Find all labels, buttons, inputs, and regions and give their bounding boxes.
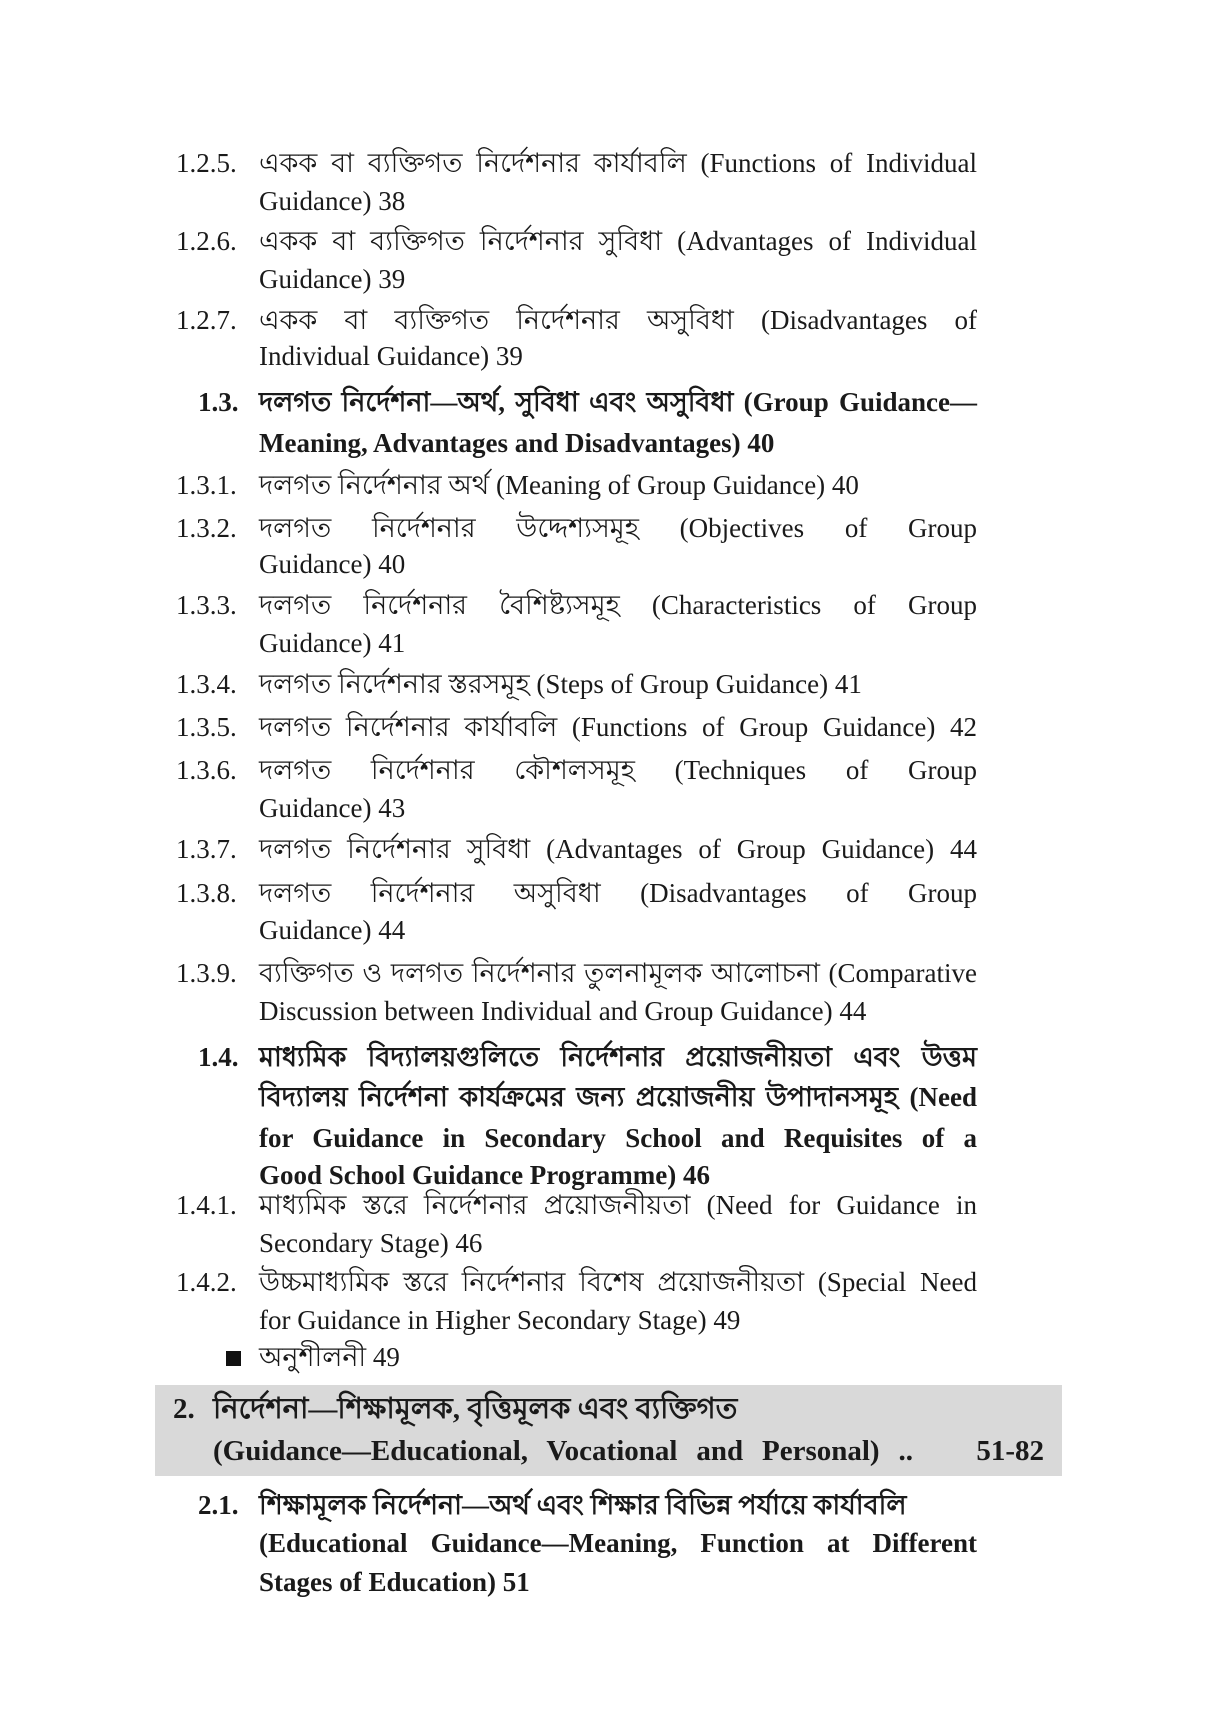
section-title-cont: Stages of Education) 51 <box>259 1567 530 1597</box>
section-number: 1.3. <box>198 387 239 417</box>
toc-entry-1-3-3[interactable] <box>0 585 1214 625</box>
toc-entry-1-3-5[interactable] <box>0 707 1214 747</box>
entry-title: একক বা ব্যক্তিগত নির্দেশনার সুবিধা (Advantages of Individual <box>259 226 977 256</box>
entry-title: দলগত নির্দেশনার কার্যাবলি (Functions of Group Guidance) 42 <box>259 712 977 742</box>
entry-number: 1.4.2. <box>176 1267 237 1297</box>
toc-entry-1-3-8[interactable] <box>0 873 1214 913</box>
entry-title-cont: Individual Guidance) 39 <box>259 341 523 371</box>
entry-number: 1.3.5. <box>176 712 237 742</box>
section-title-cont: বিদ্যালয় নির্দেশনা কার্যক্রমের জন্য প্রয়োজনীয় উপাদানসমূহ (Need <box>259 1082 977 1112</box>
entry-title: দলগত নির্দেশনার উদ্দেশ্যসমূহ (Objectives of Group <box>259 513 977 543</box>
entry-title: দলগত নির্দেশনার অসুবিধা (Disadvantages of Group <box>259 878 977 908</box>
entry-title-cont: Guidance) 38 <box>259 186 406 216</box>
section-title-cont: for Guidance in Secondary School and Requisites of a <box>259 1123 977 1153</box>
entry-title: ব্যক্তিগত ও দলগত নির্দেশনার তুলনামূলক আলোচনা (Comparative <box>259 958 977 988</box>
toc-entry-1-3-8-cont <box>0 910 1214 950</box>
chapter-title-bn: নির্দেশনা—শিক্ষামূলক, বৃত্তিমূলক এবং ব্যক্তিগত <box>213 1393 738 1425</box>
section-title-cont: (Educational Guidance—Meaning, Function at Different <box>259 1528 977 1558</box>
toc-entry-1-3-6-cont <box>0 788 1214 828</box>
entry-title: একক বা ব্যক্তিগত নির্দেশনার কার্যাবলি (Functions of Individual <box>259 148 977 178</box>
chapter-2-heading[interactable] <box>155 1385 1062 1476</box>
toc-entry-1-3-4[interactable] <box>0 664 1214 704</box>
chapter-number: 2. <box>173 1393 195 1425</box>
toc-section-1-4[interactable] <box>0 1037 1214 1077</box>
entry-title-cont: Guidance) 41 <box>259 628 406 658</box>
toc-entry-1-3-3-cont <box>0 623 1214 663</box>
toc-section-2-1-cont-1 <box>0 1523 1214 1563</box>
toc-entry-1-4-1[interactable] <box>0 1185 1214 1225</box>
toc-exercise[interactable] <box>0 1337 1214 1377</box>
entry-number: 1.3.9. <box>176 958 237 988</box>
entry-title-cont: for Guidance in Higher Secondary Stage) 49 <box>259 1305 741 1335</box>
entry-number: 1.3.1. <box>176 470 237 500</box>
section-number: 1.4. <box>198 1042 239 1072</box>
entry-title: মাধ্যমিক স্তরে নির্দেশনার প্রয়োজনীয়তা (Need for Guidance in <box>259 1190 977 1220</box>
toc-entry-1-4-2[interactable] <box>0 1262 1214 1302</box>
chapter-title-en: (Guidance—Educational, Vocational and Personal) .. <box>213 1435 913 1467</box>
toc-entry-1-3-2-cont <box>0 544 1214 584</box>
entry-title-cont: Discussion between Individual and Group Guidance) 44 <box>259 996 867 1026</box>
toc-entry-1-3-2[interactable] <box>0 508 1214 548</box>
toc-entry-1-2-5-cont <box>0 181 1214 221</box>
toc-section-2-1-cont-2 <box>0 1562 1214 1602</box>
toc-entry-1-3-1[interactable] <box>0 465 1214 505</box>
entry-number: 1.3.2. <box>176 513 237 543</box>
chapter-page-range: 51-82 <box>976 1435 1044 1467</box>
entry-title: দলগত নির্দেশনার সুবিধা (Advantages of Group Guidance) 44 <box>259 834 977 864</box>
entry-title-cont: Secondary Stage) 46 <box>259 1228 483 1258</box>
toc-entry-1-4-1-cont <box>0 1223 1214 1263</box>
section-title-cont: Meaning, Advantages and Disadvantages) 40 <box>259 428 775 458</box>
entry-title: উচ্চমাধ্যমিক স্তরে নির্দেশনার বিশেষ প্রয়োজনীয়তা (Special Need <box>259 1267 977 1297</box>
toc-entry-1-3-7[interactable] <box>0 829 1214 869</box>
entry-number: 1.3.6. <box>176 755 237 785</box>
section-number: 2.1. <box>198 1490 239 1520</box>
entry-title: দলগত নির্দেশনার বৈশিষ্ট্যসমূহ (Characteristics of Group <box>259 590 977 620</box>
toc-entry-1-2-7[interactable] <box>0 300 1214 340</box>
toc-entry-1-4-2-cont <box>0 1300 1214 1340</box>
entry-number: 1.3.7. <box>176 834 237 864</box>
exercise-label: অনুশীলনী 49 <box>259 1342 400 1372</box>
section-title: দলগত নির্দেশনা—অর্থ, সুবিধা এবং অসুবিধা (Group Guidance— <box>259 387 977 417</box>
section-title: মাধ্যমিক বিদ্যালয়গুলিতে নির্দেশনার প্রয়োজনীয়তা এবং উত্তম <box>259 1042 977 1072</box>
toc-section-1-3[interactable] <box>0 382 1214 422</box>
entry-title: দলগত নির্দেশনার অর্থ (Meaning of Group Guidance) 40 <box>259 470 859 500</box>
toc-section-1-4-cont-2 <box>0 1118 1214 1158</box>
toc-entry-1-3-9[interactable] <box>0 953 1214 993</box>
entry-title: একক বা ব্যক্তিগত নির্দেশনার অসুবিধা (Disadvantages of <box>259 305 977 335</box>
toc-entry-1-3-9-cont <box>0 991 1214 1031</box>
toc-entry-1-2-5[interactable] <box>0 143 1214 183</box>
chapter-title-row-en <box>155 1431 1062 1471</box>
toc-entry-1-2-7-cont <box>0 336 1214 376</box>
entry-number: 1.2.7. <box>176 305 237 335</box>
entry-title-cont: Guidance) 39 <box>259 264 406 294</box>
entry-number: 1.3.4. <box>176 669 237 699</box>
entry-number: 1.2.5. <box>176 148 237 178</box>
entry-title: দলগত নির্দেশনার স্তরসমূহ (Steps of Group Guidance) 41 <box>259 669 862 699</box>
toc-section-1-3-cont <box>0 423 1214 463</box>
entry-number: 1.3.3. <box>176 590 237 620</box>
section-title-cont: Good School Guidance Programme) 46 <box>259 1160 710 1190</box>
entry-title-cont: Guidance) 40 <box>259 549 406 579</box>
entry-number: 1.2.6. <box>176 226 237 256</box>
toc-entry-1-2-6[interactable] <box>0 221 1214 261</box>
entry-title: দলগত নির্দেশনার কৌশলসমূহ (Techniques of Group <box>259 755 977 785</box>
toc-entry-1-3-6[interactable] <box>0 750 1214 790</box>
chapter-title-row-bn <box>155 1389 1062 1429</box>
toc-section-1-4-cont-1 <box>0 1077 1214 1117</box>
entry-number: 1.3.8. <box>176 878 237 908</box>
section-title: শিক্ষামূলক নির্দেশনা—অর্থ এবং শিক্ষার বিভিন্ন পর্যায়ে কার্যাবলি <box>259 1490 907 1520</box>
entry-title-cont: Guidance) 44 <box>259 915 406 945</box>
toc-section-2-1[interactable] <box>0 1485 1214 1525</box>
entry-number: 1.4.1. <box>176 1190 237 1220</box>
entry-title-cont: Guidance) 43 <box>259 793 406 823</box>
toc-entry-1-2-6-cont <box>0 259 1214 299</box>
